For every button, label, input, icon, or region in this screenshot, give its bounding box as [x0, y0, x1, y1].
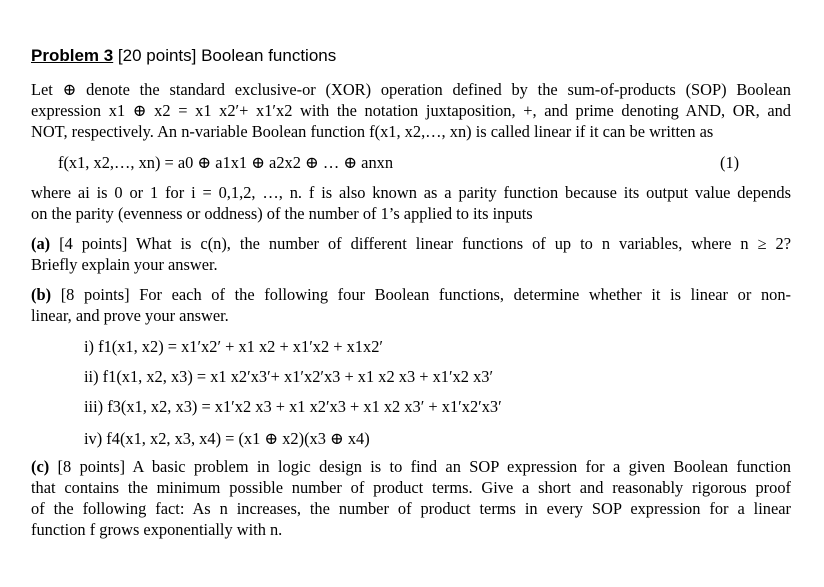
part-c	[31, 456, 791, 540]
part-a	[31, 233, 791, 275]
function-item-iii: iii) f3(x1, x2, x3) = x1′x2 x3 + x1 x2′x3 + x1 x2 x3′ + x1′x2′x3′	[84, 397, 502, 416]
function-item-ii: ii) f1(x1, x2, x3) = x1 x2′x3′+ x1′x2′x3 + x1 x2 x3 + x1′x2 x3′	[84, 367, 494, 386]
intro-line: Let ⊕ denote the standard exclusive-or (XOR) operation defined by the sum-of-products (SOP) Boolean	[31, 80, 791, 99]
function-item-i: i) f1(x1, x2) = x1′x2′ + x1 x2 + x1′x2 + x1x2′	[84, 337, 383, 356]
part-b-text: [8 points] For each of the following four Boolean functions, determine whether it is linear or non-	[51, 285, 791, 304]
part-c-text: [8 points] A basic problem in logic design is to find an SOP expression for a given Boolean function	[49, 457, 791, 476]
intro-line: NOT, respectively. An n-variable Boolean function f(x1, x2,…, xn) is called linear if it can be written as	[31, 122, 714, 141]
problem-title	[31, 45, 336, 66]
problem-title-text: [20 points] Boolean functions	[113, 46, 337, 65]
part-c-line: of the following fact: As n increases, the number of product terms in every SOP expression for a linear	[31, 499, 791, 518]
where-paragraph	[31, 182, 791, 224]
problem-number: Problem 3	[31, 46, 114, 65]
part-b	[31, 284, 791, 326]
part-c-line	[31, 456, 791, 477]
where-line: on the parity (evenness or oddness) of the number of 1’s applied to its inputs	[31, 204, 533, 223]
part-b-line: linear, and prove your answer.	[31, 306, 229, 325]
equation-number: (1)	[720, 153, 740, 172]
part-a-line: Briefly explain your answer.	[31, 255, 218, 274]
part-a-label: (a)	[31, 234, 51, 253]
where-line: where ai is 0 or 1 for i = 0,1,2, …, n. f is also known as a parity function because its output value depends	[31, 183, 791, 202]
part-b-line	[31, 284, 791, 305]
intro-paragraph	[31, 79, 791, 142]
linear-equation: f(x1, x2,…, xn) = a0 ⊕ a1x1 ⊕ a2x2 ⊕ … ⊕ anxn	[58, 153, 394, 172]
part-c-line: that contains the minimum possible number of product terms. Give a short and reasonably rigorous proof	[31, 478, 791, 497]
intro-line: expression x1 ⊕ x2 = x1 x2′+ x1′x2 with the notation juxtaposition, +, and prime denoting AND, OR, and	[31, 101, 791, 120]
part-c-label: (c)	[31, 457, 50, 476]
part-c-line: function f grows exponentially with n.	[31, 520, 283, 539]
part-a-text: [4 points] What is c(n), the number of different linear functions of up to n variables, where n ≥ 2?	[50, 234, 791, 253]
part-b-label: (b)	[31, 285, 52, 304]
part-a-line	[31, 233, 791, 254]
function-item-iv: iv) f4(x1, x2, x3, x4) = (x1 ⊕ x2)(x3 ⊕ x4)	[84, 429, 370, 448]
